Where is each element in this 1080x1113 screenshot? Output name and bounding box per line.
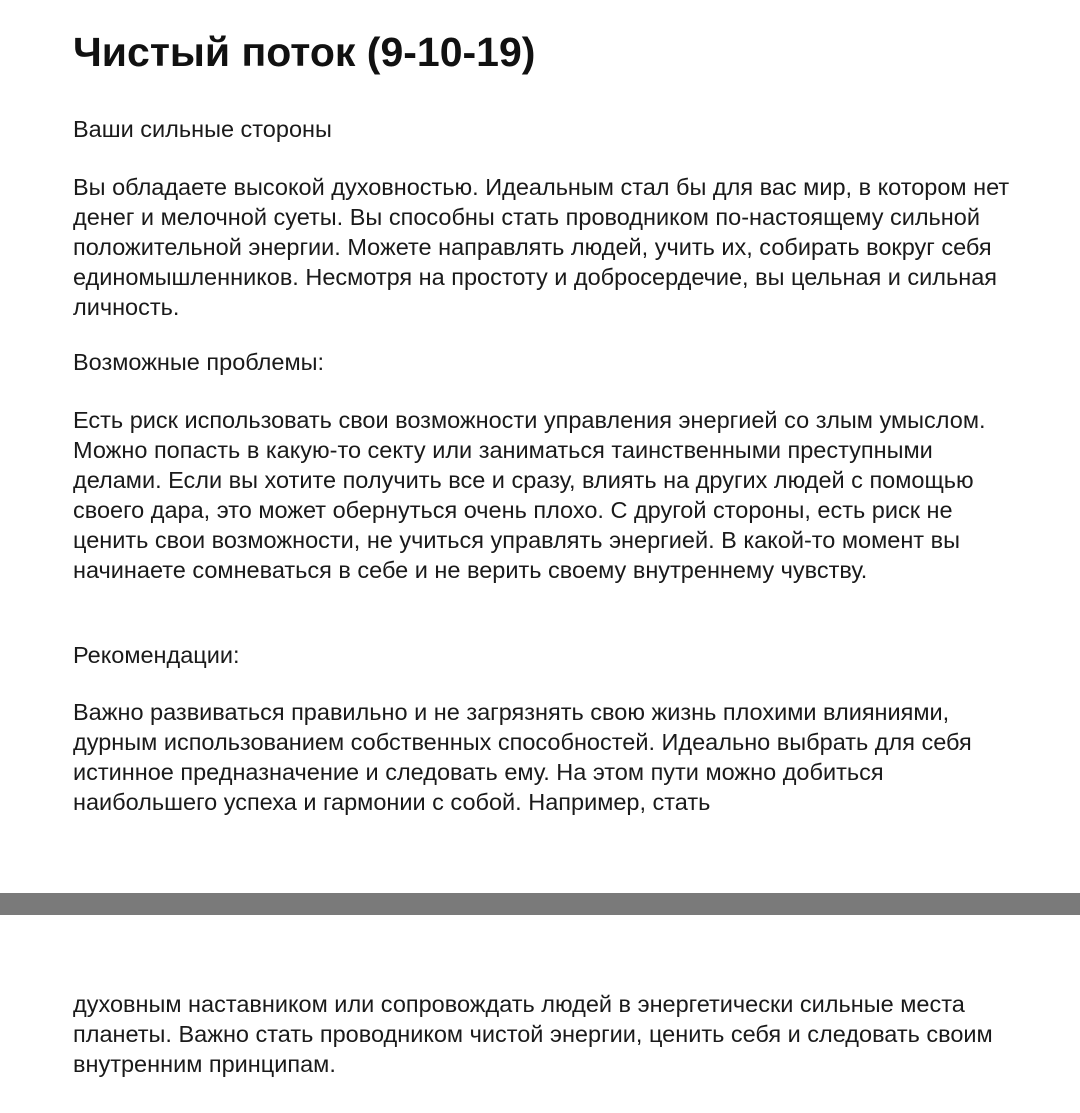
page-title: Чистый поток (9-10-19) [73, 29, 536, 75]
recommendations-heading: Рекомендации: [73, 642, 240, 668]
recommendations-paragraph: Важно развиваться правильно и не загрязнять свою жизнь плохими влияниями, дурным использованием собственных способностей. Идеально выбрать для себя истинное предназначение и следовать ему. На этом пути можно добиться наибольшего успеха и гармонии с собой. Например, стать [73, 699, 972, 815]
problems-heading: Возможные проблемы: [73, 349, 325, 375]
page-divider [0, 893, 1080, 915]
recommendations-continued-paragraph: духовным наставником или сопровождать людей в энергетически сильные места планеты. Важно стать проводником чистой энергии, ценить себя и следовать своим внутренним принципам. [73, 991, 993, 1077]
problems-paragraph: Есть риск использовать свои возможности управления энергией со злым умыслом. Можно попасть в какую-то секту или заниматься таинственными преступными делами. Если вы хотите получить все и сразу, влиять на других людей с помощью своего дара, это может обернуться очень плохо. С другой стороны, есть риск не ценить свои возможности, не учиться управлять энергией. В какой-то момент вы начинаете сомневаться в себе и не верить своему внутреннему чувству. [73, 407, 986, 583]
strengths-paragraph: Вы обладаете высокой духовностью. Идеальным стал бы для вас мир, в котором нет денег и мелочной суеты. Вы способны стать проводником по-настоящему сильной положительной энергии. Можете направлять людей, учить их, собирать вокруг себя единомышленников. Несмотря на простоту и добросердечие, вы цельная и сильная личность. [73, 174, 1010, 320]
strengths-heading: Ваши сильные стороны [73, 116, 332, 142]
